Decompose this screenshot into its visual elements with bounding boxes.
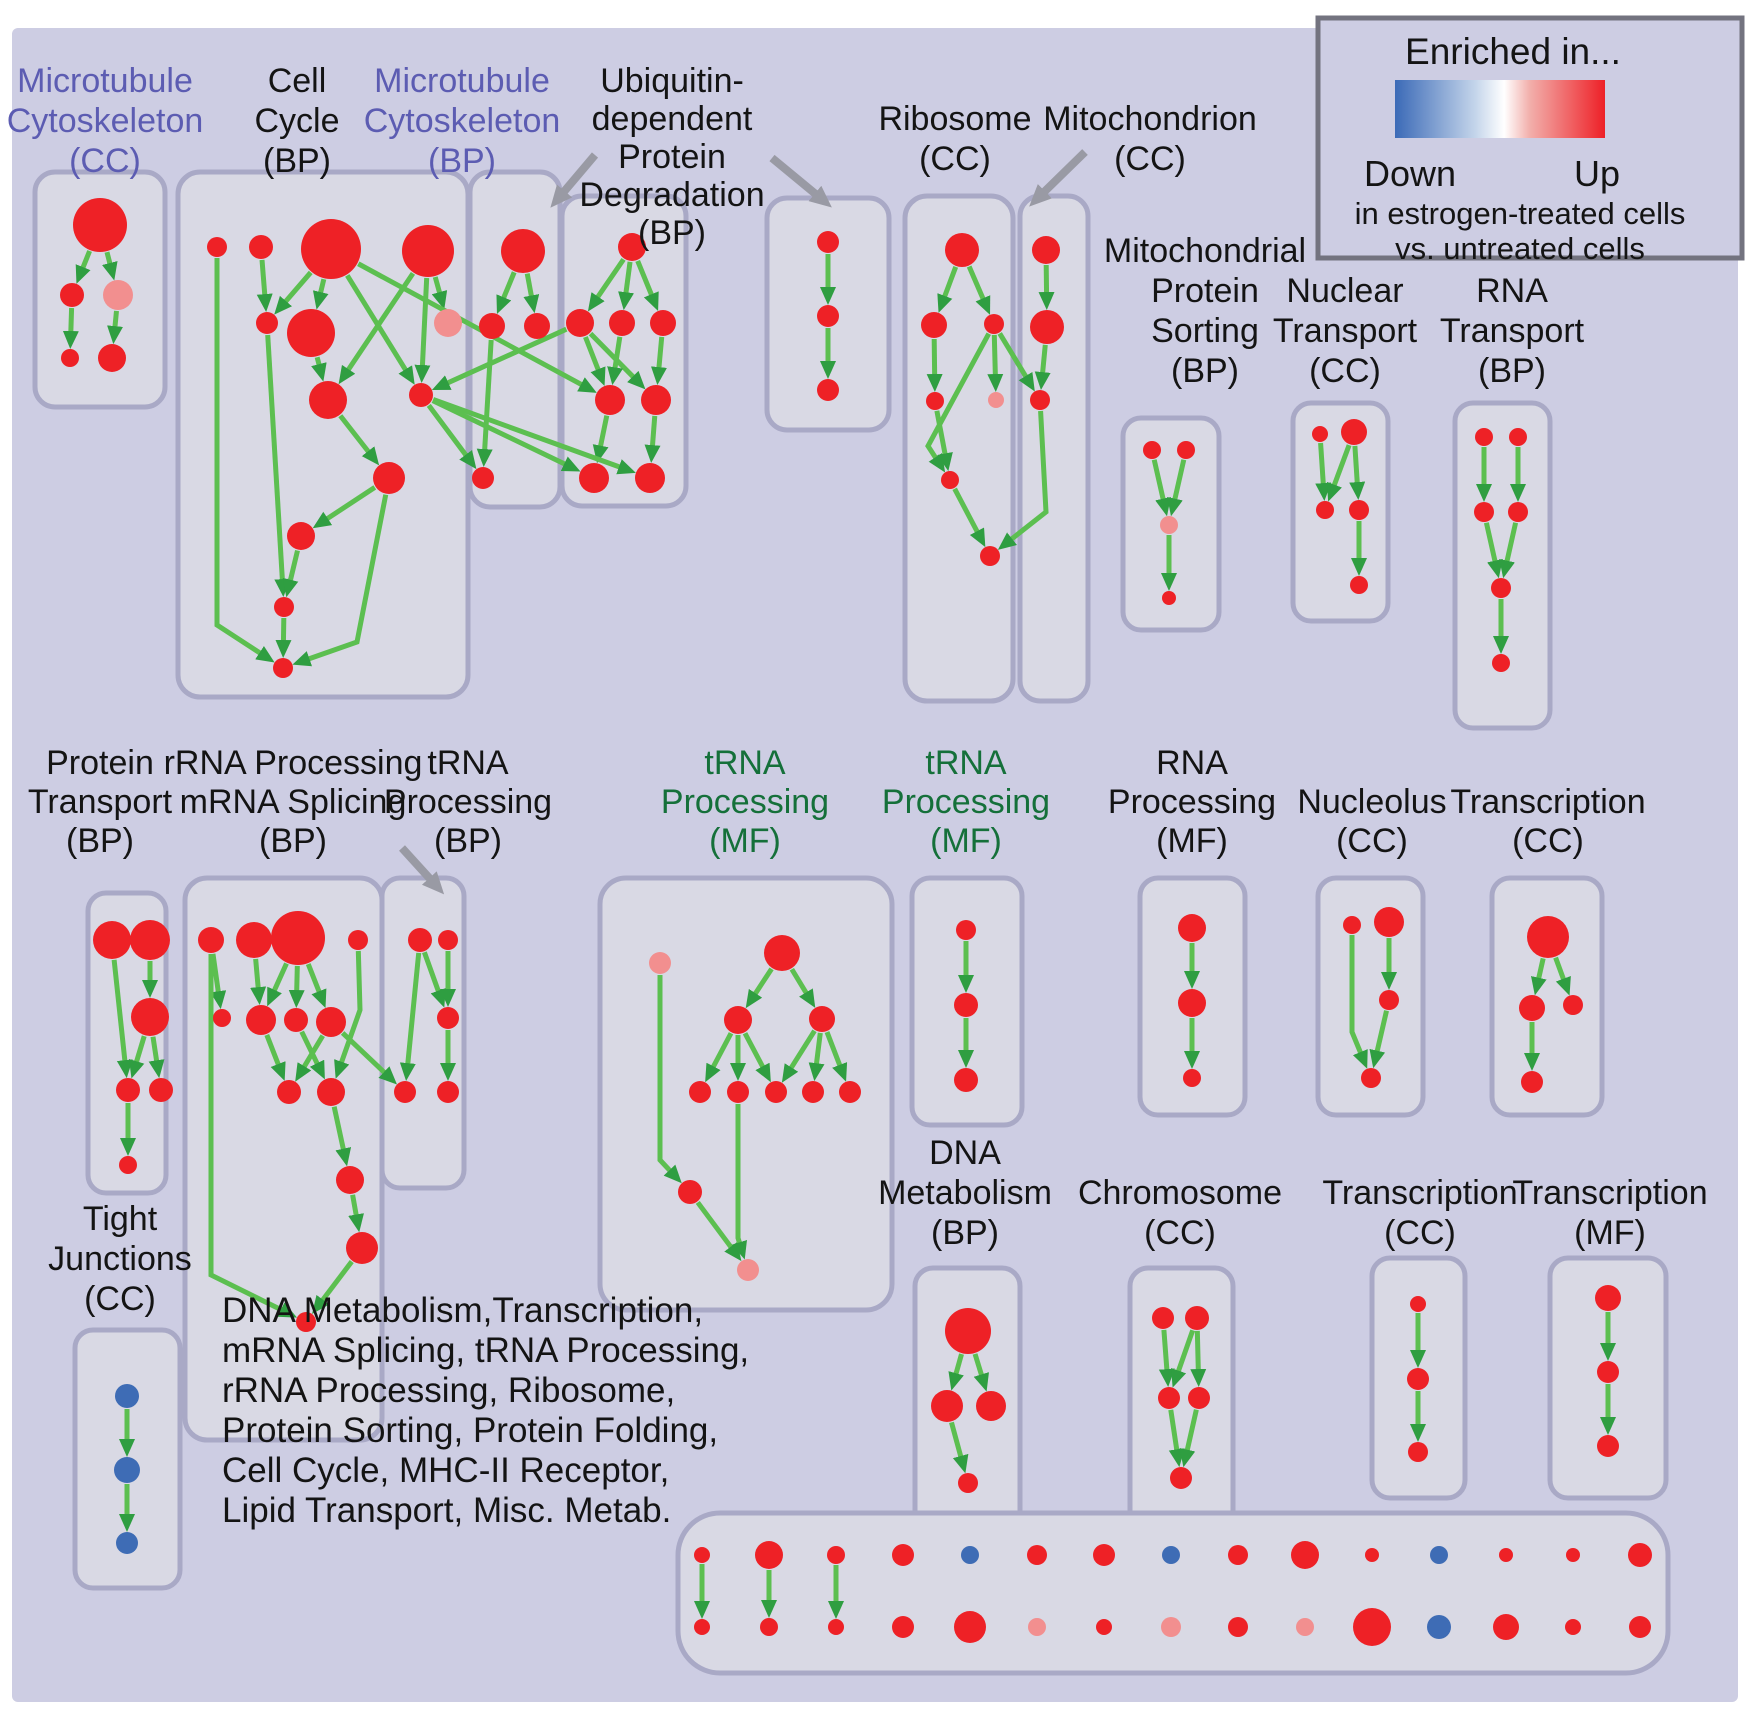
node-red-ubiquitin (635, 463, 665, 493)
cluster-label-t-mf: Transcription (MF) (1512, 1174, 1708, 1252)
node-red-chromosome (1170, 1467, 1192, 1489)
node-red-trna-mf-big (727, 1081, 749, 1103)
node-red-t-mf (1595, 1285, 1621, 1311)
node-red-pt-bp (116, 1078, 140, 1102)
legend-subtitle: in estrogen-treated cells vs. untreated cells (1354, 196, 1686, 266)
node-red-rt-bp (1491, 578, 1511, 598)
merged-categories-text: DNA Metabolism,Transcription, mRNA Splicing, tRNA Processing, rRNA Processing, Ribosome, Protein Sorting, Protein Folding, Cell Cycle, MHC-II Receptor, Lipid Transport, Misc. Metab. (222, 1291, 750, 1530)
node-red-mt-cc (73, 198, 127, 252)
node-red-trna-mf-big (802, 1081, 824, 1103)
node-red-mt-cc (98, 344, 126, 372)
edge-rrna (297, 966, 298, 994)
node-red-misc-wide (1027, 1545, 1047, 1565)
node-red-chain3 (817, 305, 839, 327)
cluster-label-mt-cc: Microtubule Cytoskeleton (CC) (6, 62, 204, 180)
node-red-pt-bp (149, 1078, 173, 1102)
node-red-misc-wide (827, 1546, 845, 1564)
cluster-label-trna-mf-small: tRNA Processing (MF) (881, 744, 1051, 860)
node-red-misc-wide (828, 1619, 844, 1635)
node-pink-cell-cycle (434, 309, 462, 337)
cluster-label-rna-mf: RNA Processing (MF) (1107, 744, 1277, 860)
node-red-rrna (346, 1232, 378, 1264)
edge-ubiquitin (659, 337, 662, 371)
node-red-rrna (271, 911, 325, 965)
node-pink-ribosome (988, 392, 1004, 408)
node-red-chromosome (1152, 1307, 1174, 1329)
edge-chromosome (1197, 1331, 1198, 1373)
cluster-label-nucleolus: Nucleolus (CC) (1297, 783, 1447, 860)
node-red-pt-bp (130, 920, 170, 960)
node-blue-misc-wide (1162, 1546, 1180, 1564)
node-red-nt-cc (1316, 501, 1334, 519)
node-red-misc-wide (760, 1618, 778, 1636)
node-red-misc-wide (1228, 1617, 1248, 1637)
edge-chromosome (1164, 1330, 1167, 1373)
node-red-misc-wide (694, 1619, 710, 1635)
node-red-rt-bp (1475, 428, 1493, 446)
node-red-dna-bp (931, 1390, 963, 1422)
node-red-t-mf (1597, 1435, 1619, 1457)
node-red-trna-mf-small (954, 1068, 978, 1092)
node-red-rrna (246, 1005, 276, 1035)
node-red-ribosome (941, 471, 959, 489)
edge-ribosome (994, 335, 995, 378)
node-red-cell-cycle (274, 597, 294, 617)
node-pink-misc-wide (1161, 1617, 1181, 1637)
node-red-ubiquitin (595, 385, 625, 415)
cluster-label-chromosome: Chromosome (CC) (1077, 1174, 1283, 1252)
node-red-cell-cycle (256, 312, 278, 334)
node-red-pt-bp (131, 998, 169, 1036)
node-red-trna-mf-small (954, 993, 978, 1017)
node-blue-tight-junctions (116, 1532, 138, 1554)
node-red-chromosome (1185, 1306, 1209, 1330)
edge-cell-cycle (317, 357, 320, 368)
node-red-misc-wide (1093, 1544, 1115, 1566)
node-red-ubiquitin (641, 385, 671, 415)
node-red-misc-wide (1291, 1541, 1319, 1569)
node-red-trna-bp (437, 1081, 459, 1103)
node-red-trna-mf-big (839, 1081, 861, 1103)
cluster-label-pt-bp: Protein Transport (BP) (27, 744, 173, 860)
node-red-cell-cycle (373, 462, 405, 494)
node-blue-misc-wide (1427, 1615, 1451, 1639)
cluster-label-mitochondrion: Mitochondrion (CC) (1043, 100, 1257, 178)
node-red-misc-wide (1365, 1548, 1379, 1562)
node-red-rt-bp (1509, 428, 1527, 446)
node-red-cell-cycle (402, 225, 454, 277)
node-red-misc-wide (1096, 1619, 1112, 1635)
cluster-label-t-cc-mid: Transcription (CC) (1450, 783, 1646, 860)
legend-gradient-bar (1395, 80, 1605, 138)
node-red-misc-wide (1628, 1543, 1652, 1567)
node-red-chain3 (817, 231, 839, 253)
node-red-mt-cc (60, 283, 84, 307)
node-red-cell-cycle (287, 309, 335, 357)
cluster-box-nt-cc (1293, 403, 1388, 621)
node-red-rrna (317, 1078, 345, 1106)
node-red-t-cc-mid (1521, 1071, 1543, 1093)
legend-down-label: Down (1363, 153, 1457, 194)
node-red-dna-bp (976, 1391, 1006, 1421)
node-pink-trna-mf-big (649, 952, 671, 974)
node-red-trna-mf-big (724, 1006, 752, 1034)
node-pink-trna-mf-big (737, 1259, 759, 1281)
node-red-mitochondrion (1030, 390, 1050, 410)
node-red-mitochondrion (1032, 236, 1060, 264)
node-red-mitochondrion (1030, 310, 1064, 344)
node-red-t-cc-mid (1527, 916, 1569, 958)
node-red-ubiquitin (609, 310, 635, 336)
node-red-trna-mf-big (809, 1006, 835, 1032)
node-red-cell-cycle (409, 383, 433, 407)
node-pink-mps (1160, 516, 1178, 534)
node-red-rna-mf (1178, 989, 1206, 1017)
node-red-t-cc-mid (1519, 995, 1545, 1021)
node-red-t-cc-bot (1408, 1442, 1428, 1462)
node-red-misc-wide (892, 1616, 914, 1638)
cluster-box-rt-bp (1455, 403, 1550, 728)
node-red-ribosome (984, 314, 1004, 334)
node-red-mps (1143, 441, 1161, 459)
node-red-rrna (348, 930, 368, 950)
node-red-pt-bp (93, 921, 131, 959)
node-red-misc-wide (954, 1611, 986, 1643)
node-red-trna-bp (408, 928, 432, 952)
node-red-misc-wide (1566, 1548, 1580, 1562)
node-red-rrna (236, 922, 272, 958)
node-red-mps (1162, 591, 1176, 605)
node-red-rrna (316, 1007, 346, 1037)
cluster-label-tight-junctions: Tight Junctions (CC) (48, 1200, 192, 1318)
node-red-misc-wide (1565, 1619, 1581, 1635)
edge-nt-cc (1321, 443, 1324, 487)
node-red-nt-cc (1341, 419, 1367, 445)
node-pink-misc-wide (1028, 1618, 1046, 1636)
node-red-chain3 (817, 379, 839, 401)
edge-trna-mf-big (738, 1104, 741, 1246)
edge-mt-cc (71, 308, 72, 335)
cluster-box-ribosome (905, 196, 1013, 701)
node-red-ribosome (980, 546, 1000, 566)
node-red-mt-cc (61, 349, 79, 367)
node-red-ubiquitin (579, 463, 609, 493)
node-red-ubiquitin (650, 310, 676, 336)
node-blue-tight-junctions (115, 1384, 139, 1408)
edge-mitochondrion (1042, 345, 1045, 376)
legend-title: Enriched in... (1405, 31, 1621, 72)
node-red-cell-cycle (287, 522, 315, 550)
cluster-box-misc-wide (678, 1513, 1668, 1673)
node-red-rrna (277, 1080, 301, 1104)
node-red-rt-bp (1474, 502, 1494, 522)
edge-mt-cc (115, 311, 117, 330)
node-red-trna-bp (437, 1007, 459, 1029)
edge-cell-cycle (262, 260, 265, 298)
cluster-label-nt-cc: Nuclear Transport (CC) (1272, 272, 1418, 390)
cluster-label-ubiquitin: Ubiquitin-dependent Protein Degradation (BP) (579, 62, 765, 252)
node-red-dna-bp (958, 1473, 978, 1493)
node-red-trna-bp (394, 1081, 416, 1103)
cluster-label-cell-cycle: Cell Cycle (BP) (254, 62, 340, 180)
node-red-trna-mf-big (678, 1180, 702, 1204)
node-red-cell-cycle (249, 235, 273, 259)
node-red-chromosome (1188, 1387, 1210, 1409)
node-red-chromosome (1158, 1387, 1180, 1409)
node-red-rrna (198, 927, 224, 953)
node-red-ubiquitin (566, 309, 594, 337)
node-red-t-mf (1597, 1361, 1619, 1383)
node-red-trna-mf-small (956, 920, 976, 940)
cluster-label-mps: Mitochondrial Protein Sorting (BP) (1103, 232, 1307, 390)
node-red-trna-mf-big (689, 1081, 711, 1103)
cluster-label-rrna: rRNA Processing mRNA Splicing (BP) (163, 744, 423, 860)
node-red-ribosome (945, 233, 979, 267)
cluster-label-t-cc-bot: Transcription (CC) (1322, 1174, 1518, 1252)
cluster-box-mitochondrion (1020, 196, 1088, 701)
node-red-rrna (213, 1009, 231, 1027)
node-red-misc-wide (1629, 1616, 1651, 1638)
node-red-ribosome (921, 312, 947, 338)
node-red-nucleolus (1374, 907, 1404, 937)
cluster-label-dna-bp: DNA Metabolism (BP) (878, 1134, 1052, 1252)
node-red-misc-wide (892, 1544, 914, 1566)
node-red-mt-bp (501, 229, 545, 273)
node-red-misc-wide (694, 1547, 710, 1563)
node-red-dna-bp (945, 1308, 991, 1354)
node-red-nt-cc (1312, 426, 1328, 442)
cluster-box-t-cc-mid (1492, 878, 1602, 1115)
node-red-rt-bp (1508, 502, 1528, 522)
node-red-rna-mf (1178, 914, 1206, 942)
node-pink-mt-cc (103, 280, 133, 310)
node-red-mt-bp (479, 313, 505, 339)
node-red-cell-cycle (309, 381, 347, 419)
cluster-box-trna-bp (382, 878, 464, 1188)
node-blue-misc-wide (1430, 1546, 1448, 1564)
node-red-cell-cycle (207, 237, 227, 257)
node-red-misc-wide (755, 1541, 783, 1569)
cluster-label-trna-bp: tRNA Processing (BP) (383, 744, 553, 860)
node-red-t-cc-bot (1407, 1368, 1429, 1390)
node-red-nucleolus (1361, 1068, 1381, 1088)
cluster-label-trna-mf-big: tRNA Processing (MF) (660, 744, 830, 860)
node-red-mt-bp (524, 313, 550, 339)
cluster-label-rt-bp: RNA Transport (BP) (1439, 272, 1585, 390)
node-red-ribosome (926, 392, 944, 410)
node-red-t-cc-mid (1563, 995, 1583, 1015)
node-blue-misc-wide (961, 1546, 979, 1564)
node-red-nucleolus (1343, 916, 1361, 934)
node-red-mps (1177, 441, 1195, 459)
edge-nt-cc (1355, 446, 1358, 486)
node-red-trna-mf-big (765, 1081, 787, 1103)
node-red-pt-bp (119, 1156, 137, 1174)
node-red-t-cc-bot (1410, 1296, 1426, 1312)
node-red-trna-bp (438, 930, 458, 950)
edge-ubiquitin (652, 416, 655, 449)
node-red-cell-cycle (301, 219, 361, 279)
legend-up-label: Up (1573, 153, 1621, 194)
node-red-mt-bp (472, 467, 494, 489)
node-red-misc-wide (1499, 1548, 1513, 1562)
node-red-nt-cc (1349, 500, 1369, 520)
edge-rrna (256, 959, 259, 991)
node-red-rrna (284, 1008, 308, 1032)
node-red-misc-wide (1493, 1614, 1519, 1640)
node-red-trna-mf-big (764, 935, 800, 971)
node-red-misc-wide (1228, 1545, 1248, 1565)
node-red-cell-cycle (273, 658, 293, 678)
node-red-nucleolus (1379, 990, 1399, 1010)
edge-ribosome (934, 339, 935, 378)
node-red-misc-wide (1353, 1608, 1391, 1646)
cluster-label-ribosome: Ribosome (CC) (878, 100, 1032, 178)
cluster-label-mt-bp: Microtubule Cytoskeleton (BP) (363, 62, 561, 180)
node-red-rna-mf (1183, 1069, 1201, 1087)
node-red-nt-cc (1350, 576, 1368, 594)
node-red-rt-bp (1492, 654, 1510, 672)
node-blue-tight-junctions (114, 1457, 140, 1483)
node-red-rrna (336, 1166, 364, 1194)
node-pink-misc-wide (1296, 1618, 1314, 1636)
